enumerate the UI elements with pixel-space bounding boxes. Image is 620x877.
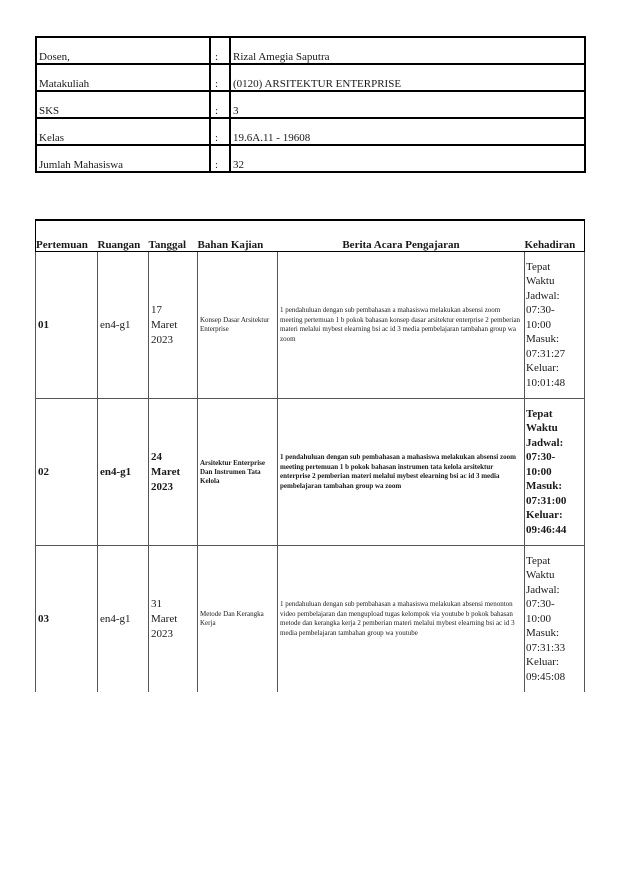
kehadiran-jadwal-value: 07:30-: [526, 451, 556, 464]
info-colon: :: [210, 37, 230, 64]
kehadiran-masuk-label: Masuk:: [526, 333, 559, 346]
tanggal-day: 31: [151, 597, 162, 610]
table-row: [36, 546, 585, 693]
kehadiran-jadwal-value: 10:00: [526, 612, 552, 625]
kehadiran-jadwal-value: 07:30-: [526, 304, 555, 317]
header-berita-acara: Berita Acara Pengajaran: [278, 220, 525, 252]
header-ruangan: Ruangan: [98, 220, 149, 252]
tanggal-month: Maret: [151, 318, 178, 331]
kehadiran-masuk-label: Masuk:: [526, 627, 559, 640]
info-row-matakuliah: [36, 64, 585, 91]
cell-kehadiran: [525, 546, 585, 693]
tanggal-month: Maret: [151, 465, 181, 478]
info-label: Kelas: [36, 118, 210, 145]
kehadiran-keluar-label: Keluar:: [526, 656, 559, 669]
kehadiran-keluar-value: 10:01:48: [526, 376, 566, 389]
kehadiran-status: Tepat: [526, 554, 551, 567]
info-value: Rizal Amegia Saputra: [230, 37, 585, 64]
info-label: Jumlah Mahasiswa: [36, 145, 210, 172]
kehadiran-jadwal-value: 07:30-: [526, 598, 555, 611]
info-colon: :: [210, 118, 230, 145]
kehadiran-status: Waktu: [526, 569, 555, 582]
teaching-record-table: [35, 219, 585, 692]
kehadiran-jadwal-value: 10:00: [526, 465, 552, 478]
info-value: 3: [230, 91, 585, 118]
kehadiran-masuk-label: Masuk:: [526, 480, 563, 493]
cell-pertemuan: 03: [36, 546, 98, 693]
info-label: Dosen,: [36, 37, 210, 64]
kehadiran-masuk-value: 07:31:27: [526, 347, 566, 360]
kehadiran-jadwal-label: Jadwal:: [526, 583, 560, 596]
kehadiran-jadwal-label: Jadwal:: [526, 289, 560, 302]
cell-berita-acara: 1 pendahuluan dengan sub pembahasan a mahasiswa melakukan absensi zoom meeting pertemuan 1 b pokok bahasan konsep dasar arsitektur enterprise 2 pemberian materi melalui mybest elearning bsi ac id 3 media pembelajaran tambahan group wa zoom: [278, 252, 525, 399]
tanggal-year: 2023: [151, 627, 173, 640]
cell-bahan-kajian: Arsitektur Enterprise Dan Instrumen Tata Kelola: [198, 399, 278, 546]
info-row-dosen: [36, 37, 585, 64]
tanggal-day: 24: [151, 450, 162, 463]
kehadiran-status: Waktu: [526, 275, 555, 288]
cell-tanggal: [149, 546, 198, 693]
cell-pertemuan: 02: [36, 399, 98, 546]
info-value: 32: [230, 145, 585, 172]
kehadiran-masuk-value: 07:31:00: [526, 494, 567, 507]
cell-berita-acara: 1 pendahuluan dengan sub pembahasan a mahasiswa melakukan absensi menonton video pembelajaran dan mengupload tugas kelompok via youtube b pokok bahasan metode dan kerangka kerja 2 pemberian materi melalui mybest elearning bsi ac id 3 media pembelajaran tambahan group wa youtube: [278, 546, 525, 693]
info-row-jumlah-mahasiswa: [36, 145, 585, 172]
cell-bahan-kajian: Metode Dan Kerangka Kerja: [198, 546, 278, 693]
info-value: 19.6A.11 - 19608: [230, 118, 585, 145]
cell-bahan-kajian: Konsep Dasar Arsitektur Enterprise: [198, 252, 278, 399]
kehadiran-keluar-value: 09:46:44: [526, 523, 567, 536]
info-colon: :: [210, 64, 230, 91]
tanggal-day: 17: [151, 303, 162, 316]
cell-ruangan: en4-g1: [98, 399, 149, 546]
info-value: (0120) ARSITEKTUR ENTERPRISE: [230, 64, 585, 91]
kehadiran-keluar-label: Keluar:: [526, 509, 563, 522]
cell-kehadiran: [525, 252, 585, 399]
kehadiran-jadwal-value: 10:00: [526, 318, 552, 331]
tanggal-year: 2023: [151, 333, 173, 346]
course-info-table: [35, 36, 586, 173]
cell-tanggal: [149, 399, 198, 546]
cell-pertemuan: 01: [36, 252, 98, 399]
cell-ruangan: en4-g1: [98, 252, 149, 399]
info-row-sks: [36, 91, 585, 118]
header-bahan-kajian: Bahan Kajian: [198, 220, 278, 252]
kehadiran-status: Waktu: [526, 422, 558, 435]
kehadiran-status: Tepat: [526, 260, 551, 273]
kehadiran-masuk-value: 07:31:33: [526, 641, 566, 654]
kehadiran-keluar-label: Keluar:: [526, 362, 559, 375]
table-header-row: [36, 220, 585, 252]
table-row: [36, 399, 585, 546]
cell-berita-acara: 1 pendahuluan dengan sub pembahasan a mahasiswa melakukan absensi zoom meeting pertemuan 1 b pokok bahasan instrumen tata kelola arsitektur enterprise 2 pemberian materi melalui mybest elearning bsi ac id 3 media pembelajaran tambahan group wa zoom: [278, 399, 525, 546]
table-row: [36, 252, 585, 399]
kehadiran-status: Tepat: [526, 407, 553, 420]
header-kehadiran: Kehadiran: [525, 220, 585, 252]
cell-ruangan: en4-g1: [98, 546, 149, 693]
cell-kehadiran: [525, 399, 585, 546]
tanggal-year: 2023: [151, 480, 173, 493]
info-colon: :: [210, 91, 230, 118]
kehadiran-jadwal-label: Jadwal:: [526, 436, 564, 449]
info-row-kelas: [36, 118, 585, 145]
header-pertemuan: Pertemuan: [36, 220, 98, 252]
kehadiran-keluar-value: 09:45:08: [526, 670, 566, 683]
tanggal-month: Maret: [151, 612, 178, 625]
info-colon: :: [210, 145, 230, 172]
header-tanggal: Tanggal: [149, 220, 198, 252]
cell-tanggal: [149, 252, 198, 399]
info-label: Matakuliah: [36, 64, 210, 91]
info-label: SKS: [36, 91, 210, 118]
